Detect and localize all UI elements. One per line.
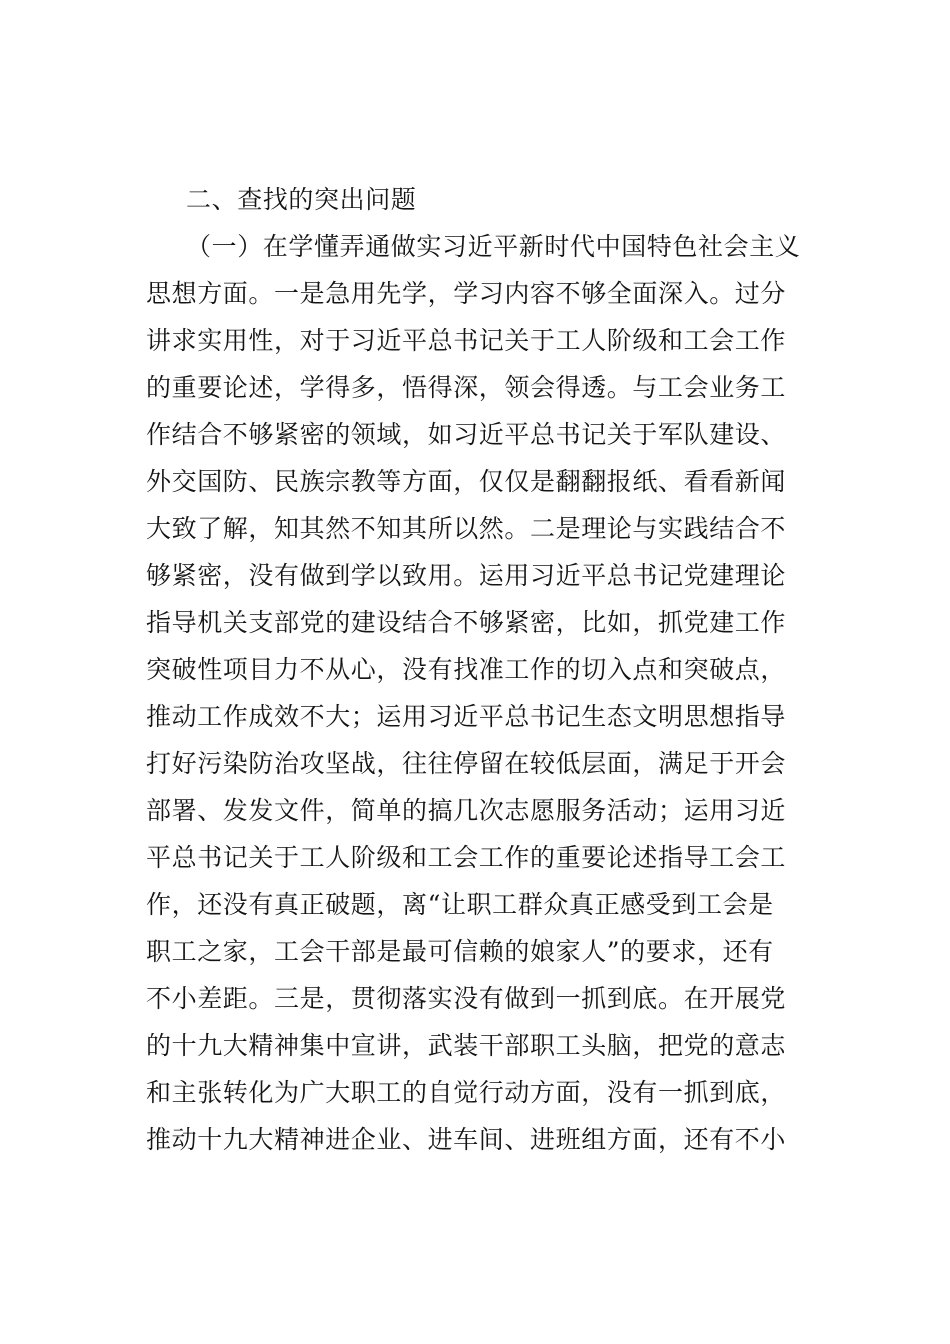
paragraph-line: 的十九大精神集中宣讲，武装干部职工头脑，把党的意志	[146, 1031, 787, 1060]
paragraph-line: 不小差距。三是，贯彻落实没有做到一抓到底。在开展党	[146, 984, 787, 1013]
paragraph-line: 的重要论述，学得多，悟得深，领会得透。与工会业务工	[146, 373, 787, 402]
paragraph-line: 作，还没有真正破题，离“让职工群众真正感受到工会是	[146, 890, 774, 919]
document-body	[146, 176, 806, 1163]
paragraph-line: 指导机关支部党的建设结合不够紧密，比如，抓党建工作	[146, 608, 787, 637]
paragraph-line: 部署、发发文件，简单的搞几次志愿服务活动；运用习近	[146, 796, 787, 825]
paragraph-line: 够紧密，没有做到学以致用。运用习近平总书记党建理论	[146, 561, 787, 590]
section-heading: 二、查找的突出问题	[186, 185, 417, 214]
paragraph-line: 和主张转化为广大职工的自觉行动方面，没有一抓到底，	[146, 1078, 787, 1107]
paragraph-line: 推动工作成效不大；运用习近平总书记生态文明思想指导	[146, 702, 787, 731]
paragraph-line: 大致了解，知其然不知其所以然。二是理论与实践结合不	[146, 514, 787, 543]
paragraph-line: 作结合不够紧密的领域，如习近平总书记关于军队建设、	[146, 420, 787, 449]
paragraph-line: 讲求实用性，对于习近平总书记关于工人阶级和工会工作	[146, 326, 787, 355]
paragraph-line: 外交国防、民族宗教等方面，仅仅是翻翻报纸、看看新闻	[146, 467, 787, 496]
paragraph-line: 推动十九大精神进企业、进车间、进班组方面，还有不小	[146, 1125, 787, 1154]
paragraph-line: 职工之家，工会干部是最可信赖的娘家人”的要求，还有	[146, 937, 774, 966]
paragraph-line: 打好污染防治攻坚战，往往停留在较低层面，满足于开会	[146, 749, 787, 778]
paragraph-line: 思想方面。一是急用先学，学习内容不够全面深入。过分	[146, 279, 787, 308]
paragraph-line: （一）在学懂弄通做实习近平新时代中国特色社会主义	[186, 232, 801, 261]
paragraph-line: 突破性项目力不从心，没有找准工作的切入点和突破点，	[146, 655, 787, 684]
paragraph-line: 平总书记关于工人阶级和工会工作的重要论述指导工会工	[146, 843, 787, 872]
